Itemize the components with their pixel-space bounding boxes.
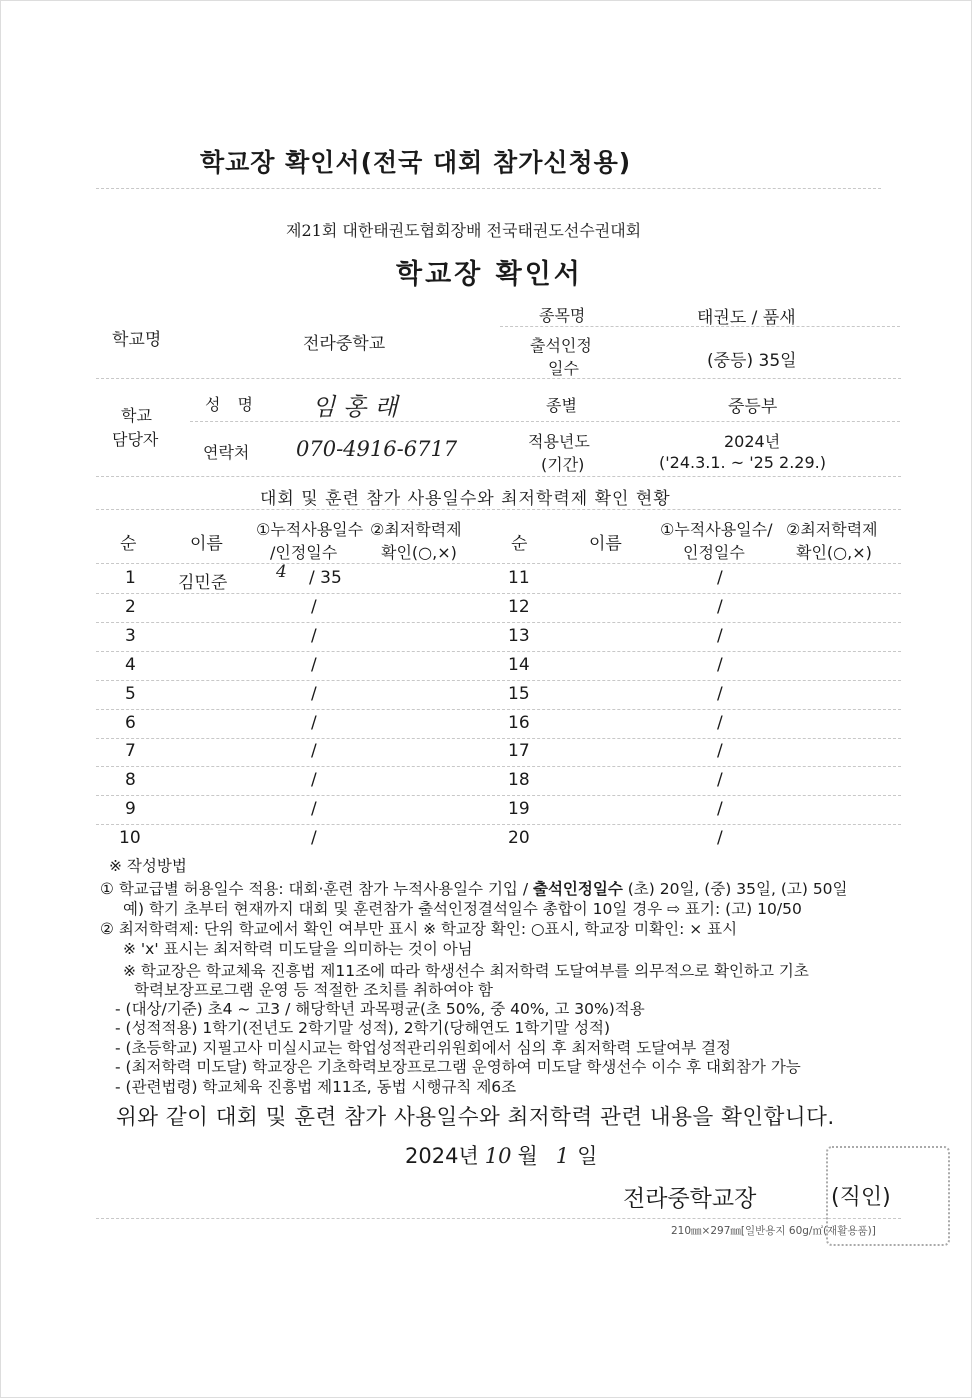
row-total-days: /: [717, 770, 723, 791]
row-number: 2: [125, 596, 136, 617]
principal-name: 전라중학교장: [623, 1186, 757, 1212]
note-1-text-a: ① 학교급별 허용일수 적용: 대회·훈련 참가 누적사용일수 기입 /: [100, 880, 533, 898]
header-check-2-right: 확인(○,×): [796, 543, 872, 562]
row-divider: [96, 651, 901, 652]
row-total-days: /: [717, 828, 723, 849]
row-divider: [96, 622, 901, 623]
row-total-days: /: [311, 770, 317, 791]
event-label: 종목명: [539, 306, 586, 325]
row-number: 10: [119, 828, 141, 849]
row-total-days: /: [311, 683, 317, 704]
note-2: ② 최저학력제: 단위 학교에서 확인 여부만 표시 ※ 학교장 확인: ○표시, 학교장 미확인: × 표시: [100, 920, 738, 938]
detail-4: - (최저학력 미도달) 학교장은 기초학력보장프로그램 운영하여 미도달 학생선수 이수 후 대회참가 가능: [115, 1058, 801, 1076]
row-total-days: /: [311, 799, 317, 820]
row-used-days-handwritten: 4: [276, 562, 287, 582]
note-3: ※ 'x' 표시는 최저학력 미도달을 의미하는 것이 아님: [123, 940, 473, 958]
row-number: 4: [125, 654, 136, 675]
divider: [96, 1218, 901, 1219]
row-number: 9: [125, 799, 136, 820]
date-line: [405, 1140, 597, 1170]
row-total-days: /: [311, 654, 317, 675]
row-total-days: /: [717, 741, 723, 762]
phone-handwritten: 070-4916-6717: [296, 437, 458, 461]
row-divider: [96, 680, 901, 681]
row-total-days: /: [717, 625, 723, 646]
period-label: (기간): [541, 455, 585, 474]
row-divider: [96, 766, 901, 767]
note-4-line-1: ※ 학교장은 학교체육 진흥법 제11조에 따라 학생선수 최저학력 도달여부를 의무적으로 확인하고 기초: [123, 962, 809, 980]
confirm-sentence: 위와 같이 대회 및 훈련 참가 사용일수와 최저학력 관련 내용을 확인합니다.: [116, 1105, 835, 1130]
divider: [96, 509, 901, 510]
category-label: 종별: [546, 396, 577, 415]
row-divider: [96, 795, 901, 796]
header-days-1: ①누적사용일수: [256, 520, 364, 539]
detail-2: - (성적적용) 1학기(전년도 2학기말 성적), 2학기(당해연도 1학기말 성적): [115, 1019, 611, 1037]
row-number: 19: [508, 799, 530, 820]
header-check-1: ②최저학력제: [370, 520, 462, 539]
divider: [96, 378, 901, 379]
detail-5: - (관련법령) 학교체육 진흥법 제11조, 동법 시행규칙 제6조: [115, 1078, 517, 1096]
date-year: 2024년: [405, 1144, 479, 1168]
row-divider: [96, 824, 901, 825]
seal-label: (직인): [831, 1185, 891, 1210]
row-number: 17: [508, 741, 530, 762]
phone-label: 연락처: [203, 443, 250, 462]
row-total-days: /: [717, 712, 723, 733]
school-label: 학교명: [112, 330, 162, 350]
paper-spec: 210㎜×297㎜[일반용지 60g/㎡(재활용품)]: [671, 1225, 876, 1237]
row-total-days: /: [717, 596, 723, 617]
note-1-example: 예) 학기 초부터 현재까지 대회 및 훈련참가 출석인정결석일수 총합이 10일 경우 ⇨ 표기: (고) 10/50: [123, 900, 802, 918]
note-1-bold: 출석인정일수: [532, 880, 623, 898]
date-day-label: 일: [577, 1144, 598, 1168]
form-title: 학교장 확인서: [396, 259, 583, 290]
row-number: 16: [508, 712, 530, 733]
date-month: 10: [484, 1144, 512, 1168]
attendance-label-1: 출석인정: [530, 336, 592, 355]
contact-group-label-2: 담당자: [112, 430, 159, 449]
row-total-days: /: [717, 683, 723, 704]
row-divider: [96, 738, 901, 739]
competition-name: 제21회 대한태권도협회장배 전국태권도선수권대회: [286, 221, 642, 240]
period-value: ('24.3.1. ~ '25 2.29.): [659, 453, 826, 472]
document-title: 학교장 확인서(전국 대회 참가신청용): [200, 148, 632, 177]
row-number: 11: [508, 568, 530, 588]
divider: [96, 476, 901, 477]
row-total-days: /: [717, 799, 723, 820]
note-4-line-2: 학력보장프로그램 운영 등 적절한 조치를 취하여야 함: [134, 981, 493, 999]
header-days-2: /인정일수: [270, 543, 338, 562]
row-divider: [96, 593, 901, 594]
row-total-days: /: [311, 741, 317, 762]
row-total-days: / 35: [309, 568, 342, 588]
header-no: 순: [120, 534, 137, 554]
row-name: 김민준: [178, 573, 228, 593]
row-number: 6: [125, 712, 136, 733]
date-month-label: 월: [517, 1144, 538, 1168]
row-number: 13: [508, 625, 530, 646]
row-number: 3: [125, 625, 136, 646]
divider: [500, 326, 900, 327]
row-number: 12: [508, 596, 530, 617]
row-number: 20: [508, 828, 530, 849]
attendance-value: (중등) 35일: [707, 351, 797, 371]
detail-3: - (초등학교) 지필고사 미실시교는 학업성적관리위원회에서 심의 후 최저학력 도달여부 결정: [115, 1039, 732, 1057]
row-number: 18: [508, 770, 530, 791]
row-divider: [96, 709, 901, 710]
header-check-1-right: ②최저학력제: [786, 520, 878, 539]
header-days-1-right: ①누적사용일수/: [660, 520, 773, 539]
header-name-right: 이름: [589, 534, 622, 554]
category-value: 중등부: [728, 397, 778, 417]
divider: [190, 421, 900, 422]
row-number: 14: [508, 654, 530, 675]
attendance-label-2: 일수: [548, 359, 579, 378]
header-days-2-right: 인정일수: [683, 543, 745, 562]
row-total-days: /: [311, 712, 317, 733]
header-name: 이름: [190, 534, 223, 554]
year-label: 적용년도: [528, 432, 590, 451]
detail-1: - (대상/기준) 초4 ~ 고3 / 해당학년 과목평균(초 50%, 중 40%, 고 30%)적용: [115, 1000, 645, 1018]
date-day: 1: [555, 1144, 570, 1168]
status-title: 대회 및 훈련 참가 사용일수와 최저학력제 확인 현황: [260, 489, 671, 509]
year-value: 2024년: [724, 432, 781, 451]
divider: [96, 563, 901, 564]
note-1-text-b: (초) 20일, (중) 35일, (고) 50일: [622, 880, 848, 898]
row-number: 15: [508, 683, 530, 704]
row-number: 8: [125, 770, 136, 791]
contact-group-label-1: 학교: [121, 406, 152, 425]
row-total-days: /: [311, 596, 317, 617]
header-check-2: 확인(○,×): [381, 543, 457, 562]
school-value: 전라중학교: [303, 334, 386, 354]
event-value: 태권도 / 품새: [697, 308, 796, 328]
name-label: 성 명: [205, 395, 259, 414]
row-number: 1: [125, 568, 136, 588]
note-1: [100, 877, 848, 899]
row-total-days: /: [717, 654, 723, 675]
divider: [96, 188, 881, 189]
row-total-days: /: [717, 568, 723, 588]
row-number: 7: [125, 741, 136, 762]
row-total-days: /: [311, 625, 317, 646]
header-no-right: 순: [511, 534, 528, 554]
row-number: 5: [125, 683, 136, 704]
notes-heading: ※ 작성방법: [109, 857, 187, 875]
row-total-days: /: [311, 828, 317, 849]
contact-name-handwritten: 임홍래: [312, 393, 406, 421]
